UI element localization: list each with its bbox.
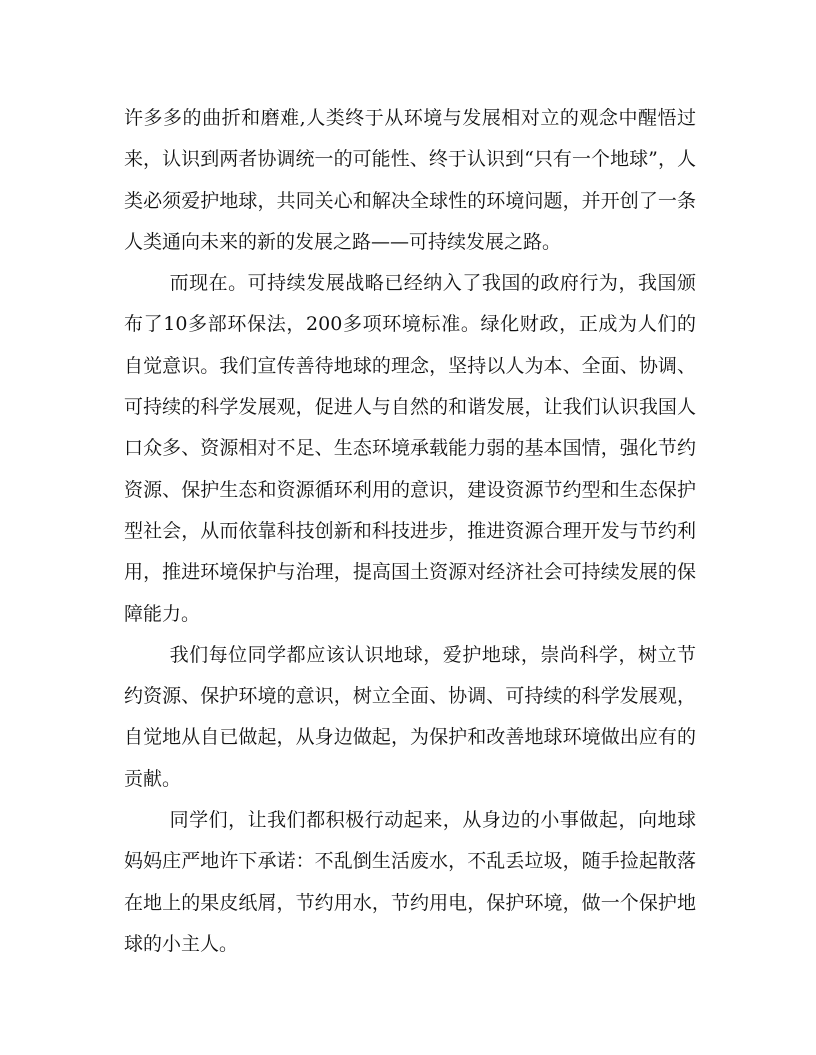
paragraph-call-to-action: 同学们，让我们都积极行动起来，从身边的小事做起，向地球妈妈庄严地许下承诺：不乱倒生活废水，不乱丢垃圾，随手捡起散落在地上的果皮纸屑，节约用水，节约用电，保护环境，做一个保护地球的小主人。	[124, 809, 696, 955]
document-body	[124, 98, 696, 965]
paragraph-students-responsibility: 我们每位同学都应该认识地球，爱护地球，崇尚科学，树立节约资源、保护环境的意识，树立全面、协调、可持续的科学发展观，自觉地从自已做起，从身边做起，为保护和改善地球环境做出应有的贡献。	[124, 643, 696, 790]
paragraph-continuation: 许多多的曲折和磨难,人类终于从环境与发展相对立的观念中醒悟过来，认识到两者协调统一的可能性、终于认识到“只有一个地球”，人类必须爱护地球，共同关心和解决全球性的环境问题，并开创了一条人类通向未来的新的发展之路——可持续发展之路。	[124, 107, 696, 253]
paragraph-sustainable-strategy: 而现在。可持续发展战略已经纳入了我国的政府行为，我国颁布了10多部环保法，200多项环境标准。绿化财政，正成为人们的自觉意识。我们宣传善待地球的理念，坚持以人为本、全面、协调、可持续的科学发展观，促进人与自然的和谐发展，让我们认识我国人口众多、资源相对不足、生态环境承载能力弱的基本国情，强化节约资源、保护生态和资源循环利用的意识，建设资源节约型和生态保护型社会，从而依靠科技创新和科技进步，推进资源合理开发与节约利用，推进环境保护与治理，提高国土资源对经济社会可持续发展的保障能力。	[124, 272, 696, 625]
